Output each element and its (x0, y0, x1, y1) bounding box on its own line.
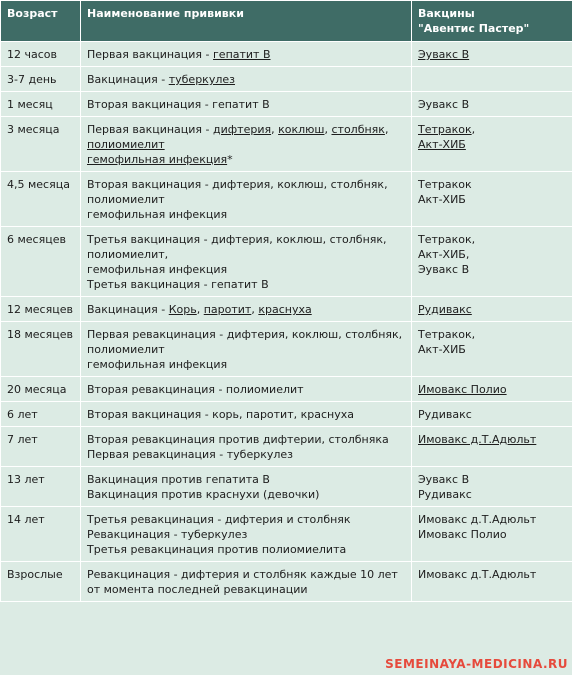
vaccine-cell (412, 377, 572, 402)
vaccine-cell-line (418, 262, 566, 277)
plain-text: полиомиелит (87, 343, 165, 356)
vaccine-cell (412, 467, 572, 507)
age-text: 1 месяц (7, 98, 53, 111)
age-cell (1, 467, 81, 507)
vaccination-name-cell (81, 297, 412, 322)
age-text: 20 месяца (7, 383, 67, 396)
vaccine-cell (412, 227, 572, 297)
age-cell (1, 227, 81, 297)
vaccine-cell-line (418, 47, 566, 62)
plain-text: , (384, 123, 389, 136)
vaccination-name-cell (81, 67, 412, 92)
plain-text: Имовакс д.Т.Адюльт (418, 513, 537, 526)
vaccination-name-cell-line (87, 277, 405, 292)
vaccination-name-cell (81, 377, 412, 402)
link-text[interactable]: Корь (168, 303, 197, 316)
age-text: 3-7 день (7, 73, 57, 86)
header-vaccines (412, 1, 572, 42)
vaccination-name-cell (81, 402, 412, 427)
age-cell (1, 322, 81, 377)
vaccination-name-cell-line (87, 137, 405, 152)
plain-text: Третья ревакцинация - дифтерия и столбняк (87, 513, 351, 526)
age-cell (1, 297, 81, 322)
plain-text: Третья вакцинация - дифтерия, коклюш, столбняк, (87, 233, 387, 246)
vaccine-cell (412, 67, 572, 92)
link-text[interactable]: дифтерия (213, 123, 272, 136)
plain-text: Первая ревакцинация - туберкулез (87, 448, 294, 461)
vaccine-cell (412, 562, 572, 602)
age-text: 6 лет (7, 408, 38, 421)
vaccination-name-cell-line (87, 152, 405, 167)
vaccine-cell-line (418, 382, 566, 397)
age-text: 3 месяца (7, 123, 60, 136)
link-text[interactable]: гемофильная инфекция (87, 153, 228, 166)
table-row (1, 117, 572, 172)
vaccine-cell-line (418, 122, 566, 137)
vaccination-name-cell-line (87, 382, 405, 397)
header-vaccines-line1: Вакцины (418, 7, 475, 20)
table-row (1, 377, 572, 402)
plain-text: Вторая вакцинация - дифтерия, коклюш, столбняк, (87, 178, 388, 191)
plain-text: Вторая ревакцинация - полиомиелит (87, 383, 304, 396)
vaccine-cell-line (418, 567, 566, 582)
vaccination-name-cell-line (87, 247, 405, 262)
vaccination-name-cell-line (87, 72, 405, 87)
plain-text: Тетракок, (418, 233, 476, 246)
plain-text: Акт-ХИБ (418, 343, 466, 356)
header-row (1, 1, 572, 42)
vaccine-cell-line (418, 512, 566, 527)
link-text[interactable]: Тетракок (418, 123, 472, 136)
vaccine-cell (412, 427, 572, 467)
link-text[interactable]: Акт-ХИБ (418, 138, 466, 151)
link-text[interactable]: полиомиелит (87, 138, 165, 151)
vaccine-cell (412, 297, 572, 322)
vaccination-name-cell-line (87, 512, 405, 527)
link-text[interactable]: столбняк (331, 123, 385, 136)
vaccine-cell-line (418, 192, 566, 207)
link-text[interactable]: Имовакс д.Т.Адюльт (418, 433, 537, 446)
plain-text: Третья ревакцинация против полиомиелита (87, 543, 347, 556)
table-row (1, 467, 572, 507)
age-cell (1, 117, 81, 172)
plain-text: Вторая вакцинация - корь, паротит, краснуха (87, 408, 354, 421)
plain-text: , (196, 303, 204, 316)
header-vaccines-line2: "Авентис Пастер" (418, 22, 530, 35)
link-text[interactable]: Рудивакс (418, 303, 472, 316)
plain-text: Первая вакцинация - (87, 123, 214, 136)
table-row (1, 507, 572, 562)
site-watermark: SEMEINAYA-MEDICINA.RU (385, 657, 568, 671)
vaccine-cell-line (418, 472, 566, 487)
vaccine-cell (412, 322, 572, 377)
age-text: 4,5 месяца (7, 178, 70, 191)
age-text: 13 лет (7, 473, 45, 486)
plain-text: Рудивакс (418, 408, 472, 421)
vaccine-cell-line (418, 232, 566, 247)
vaccination-name-cell-line (87, 47, 405, 62)
vaccination-name-cell-line (87, 192, 405, 207)
vaccination-name-cell-line (87, 567, 405, 582)
age-cell (1, 377, 81, 402)
plain-text: Имовакс д.Т.Адюльт (418, 568, 537, 581)
vaccination-name-cell (81, 467, 412, 507)
vaccine-cell-line (418, 302, 566, 317)
vaccine-cell-line (418, 432, 566, 447)
vaccination-name-cell-line (87, 357, 405, 372)
vaccination-name-cell-line (87, 327, 405, 342)
vaccination-name-cell (81, 227, 412, 297)
plain-text: , (471, 123, 476, 136)
link-text[interactable]: паротит (203, 303, 252, 316)
plain-text: , (251, 303, 259, 316)
table-row (1, 172, 572, 227)
vaccine-cell-line (418, 342, 566, 357)
table-row (1, 92, 572, 117)
plain-text: * (227, 153, 233, 166)
vaccination-name-cell-line (87, 122, 405, 137)
vaccination-name-cell-line (87, 407, 405, 422)
age-text: 7 лет (7, 433, 38, 446)
age-cell (1, 562, 81, 602)
vaccine-cell (412, 402, 572, 427)
vaccine-cell-line (418, 327, 566, 342)
plain-text: гемофильная инфекция (87, 263, 228, 276)
vaccine-cell (412, 42, 572, 67)
vaccine-cell-line (418, 407, 566, 422)
plain-text: Вторая вакцинация - гепатит В (87, 98, 270, 111)
plain-text: гемофильная инфекция (87, 358, 228, 371)
vaccination-name-cell (81, 42, 412, 67)
vaccination-name-cell-line (87, 527, 405, 542)
vaccine-cell-line (418, 177, 566, 192)
age-text: 12 месяцев (7, 303, 73, 316)
vaccine-cell-line (418, 137, 566, 152)
vaccine-cell (412, 172, 572, 227)
plain-text: Тетракок, (418, 328, 476, 341)
plain-text: Вакцинация - (87, 73, 169, 86)
table-row (1, 562, 572, 602)
vaccination-name-cell (81, 117, 412, 172)
plain-text: Эувакс В (418, 473, 470, 486)
plain-text: , (324, 123, 332, 136)
table-row (1, 402, 572, 427)
link-text[interactable]: Эувакс В (418, 48, 470, 61)
vaccination-name-cell (81, 427, 412, 467)
vaccination-name-cell-line (87, 262, 405, 277)
table-row (1, 227, 572, 297)
plain-text: гемофильная инфекция (87, 208, 228, 221)
vaccine-cell (412, 92, 572, 117)
plain-text: Акт-ХИБ (418, 193, 466, 206)
link-text[interactable]: гепатит В (213, 48, 271, 61)
plain-text: Акт-ХИБ, (418, 248, 470, 261)
age-cell (1, 427, 81, 467)
age-text: 12 часов (7, 48, 57, 61)
plain-text: Третья вакцинация - гепатит В (87, 278, 269, 291)
vaccination-name-cell-line (87, 582, 405, 597)
vaccine-cell (412, 507, 572, 562)
vaccination-name-cell-line (87, 207, 405, 222)
vaccine-cell-line (418, 97, 566, 112)
table-body (1, 42, 572, 602)
vaccination-name-cell-line (87, 472, 405, 487)
plain-text: полиомиелит, (87, 248, 169, 261)
plain-text: Рудивакс (418, 488, 472, 501)
age-cell (1, 92, 81, 117)
age-cell (1, 67, 81, 92)
vaccination-name-cell-line (87, 342, 405, 357)
link-text[interactable]: коклюш (278, 123, 325, 136)
age-cell (1, 507, 81, 562)
age-text: 6 месяцев (7, 233, 66, 246)
link-text[interactable]: краснуха (258, 303, 312, 316)
vaccination-name-cell-line (87, 302, 405, 317)
vaccination-name-cell-line (87, 232, 405, 247)
table-row (1, 322, 572, 377)
header-vaccination-name: Наименование прививки (81, 1, 412, 42)
vaccination-name-cell (81, 562, 412, 602)
plain-text: Ревакцинация - туберкулез (87, 528, 248, 541)
vaccination-name-cell-line (87, 177, 405, 192)
plain-text: полиомиелит (87, 193, 165, 206)
plain-text: от момента последней ревакцинации (87, 583, 308, 596)
age-cell (1, 402, 81, 427)
vaccination-name-cell (81, 322, 412, 377)
header-age: Возраст (1, 1, 81, 42)
vaccination-name-cell (81, 92, 412, 117)
table-row (1, 297, 572, 322)
age-cell (1, 172, 81, 227)
link-text[interactable]: туберкулез (168, 73, 235, 86)
vaccination-name-cell (81, 507, 412, 562)
vaccine-cell-line (418, 487, 566, 502)
plain-text: Вторая ревакцинация против дифтерии, столбняка (87, 433, 389, 446)
link-text[interactable]: Имовакс Полио (418, 383, 507, 396)
vaccination-name-cell-line (87, 542, 405, 557)
plain-text: Вакцинация против краснухи (девочки) (87, 488, 320, 501)
vaccine-cell-line (418, 247, 566, 262)
plain-text: Имовакс Полио (418, 528, 507, 541)
vaccine-cell-line (418, 527, 566, 542)
vaccination-name-cell-line (87, 447, 405, 462)
table-row (1, 427, 572, 467)
vaccination-name-cell-line (87, 487, 405, 502)
table-row (1, 67, 572, 92)
plain-text: Ревакцинация - дифтерия и столбняк каждые 10 лет (87, 568, 398, 581)
plain-text: , (271, 123, 279, 136)
vaccination-name-cell (81, 172, 412, 227)
age-text: Взрослые (7, 568, 63, 581)
age-text: 18 месяцев (7, 328, 73, 341)
plain-text: Первая вакцинация - (87, 48, 214, 61)
vaccination-name-cell-line (87, 432, 405, 447)
plain-text: Вакцинация - (87, 303, 169, 316)
age-cell (1, 42, 81, 67)
plain-text: Тетракок (418, 178, 472, 191)
age-text: 14 лет (7, 513, 45, 526)
plain-text: Первая ревакцинация - дифтерия, коклюш, столбняк, (87, 328, 403, 341)
plain-text: Вакцинация против гепатита В (87, 473, 270, 486)
table-row (1, 42, 572, 67)
plain-text: Эувакс В (418, 98, 470, 111)
vaccination-name-cell-line (87, 97, 405, 112)
plain-text: Эувакс В (418, 263, 470, 276)
vaccine-cell (412, 117, 572, 172)
